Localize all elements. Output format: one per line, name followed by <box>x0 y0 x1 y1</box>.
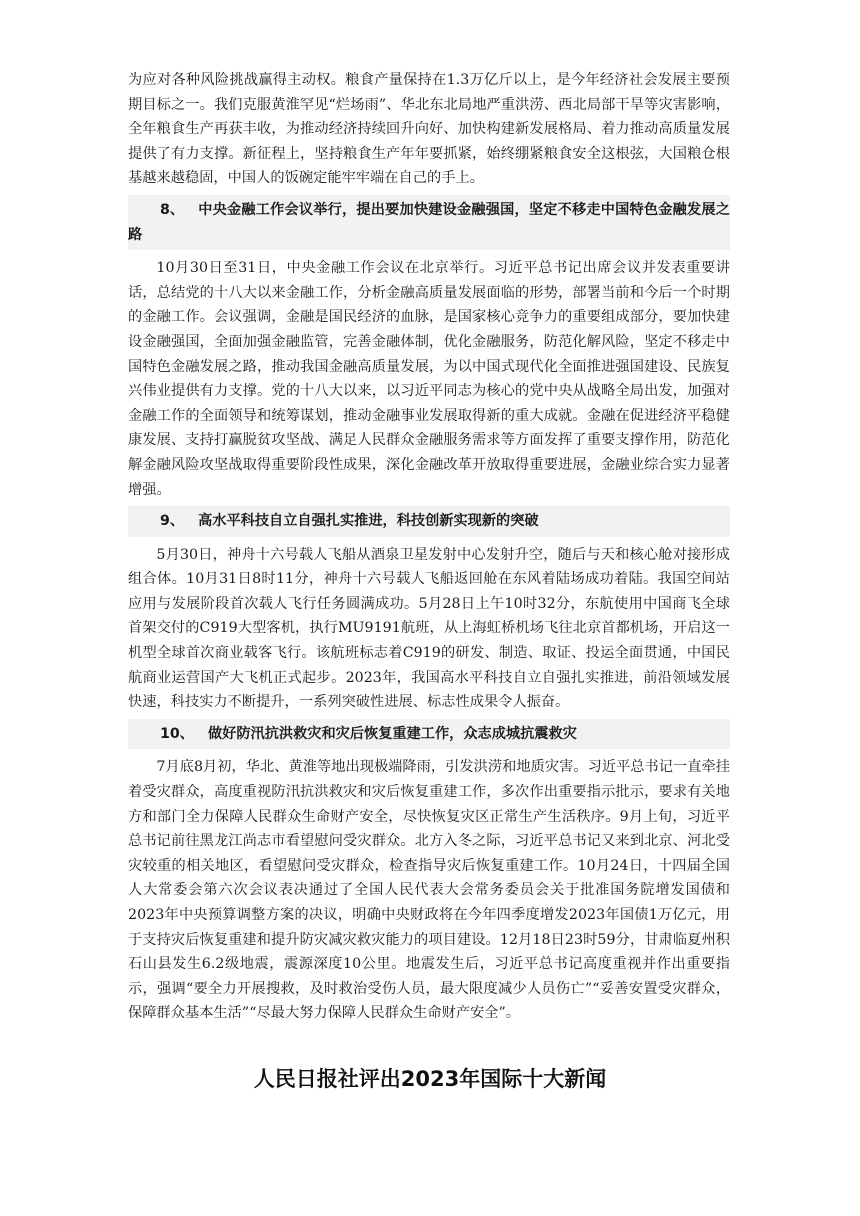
news-body-10: 7月底8月初，华北、黄淮等地出现极端降雨，引发洪涝和地质灾害。习近平总书记一直牵挂着受灾群众，高度重视防汛抗洪救灾和灾后恢复重建工作，多次作出重要指示批示，要求有关地方和部门全力保障人民群众生命财产安全，尽快恢复灾区正常生产生活秩序。9月上旬，习近平总书记前往黑龙江尚志市看望慰问受灾群众。北方入冬之际，习近平总书记又来到北京、河北受灾较重的相关地区，看望慰问受灾群众，检查指导灾后恢复重建工作。10月24日，十四届全国人大常委会第六次会议表决通过了全国人民代表大会常务委员会关于批准国务院增发国债和2023年中央预算调整方案的决议，明确中央财政将在今年四季度增发2023年国债1万亿元，用于支持灾后恢复重建和提升防灾减灾救灾能力的项目建设。12月18日23时59分，甘肃临夏州积石山县发生6.2级地震，震源深度10公里。地震发生后，习近平总书记高度重视并作出重要指示，强调“要全力开展搜救，及时救治受伤人员，最大限度减少人员伤亡”“妥善安置受灾群众，保障群众基本生活”“尽最大努力保障人民群众生命财产安全”。 <box>128 759 730 1022</box>
news-body-9: 5月30日，神舟十六号载人飞船从酒泉卫星发射中心发射升空，随后与天和核心舱对接形成组合体。10月31日8时11分，神舟十六号载人飞船返回舱在东风着陆场成功着陆。我国空间站应用与发展阶段首次载人飞行任务圆满成功。5月28日上午10时32分，东航使用中国商飞全球首架交付的C919大型客机，执行MU9191航班，从上海虹桥机场飞往北京首都机场，开启这一机型全球首次商业载客飞行。该航班标志着C919的研发、制造、取证、投运全面贯通，中国民航商业运营国产大飞机正式起步。2023年，我国高水平科技自立自强扎实推进，前沿领域发展快速，科技实力不断提升，一系列突破性进展、标志性成果令人振奋。 <box>128 546 730 711</box>
news-heading-10 <box>128 719 730 750</box>
news-number: 9、 <box>160 513 185 530</box>
news-title: 高水平科技自立自强扎实推进，科技创新实现新的突破 <box>198 513 539 530</box>
news-title: 中央金融工作会议举行，提出要加快建设金融强国，坚定不移走中国特色金融发展之路 <box>128 201 730 243</box>
news-number: 8、 <box>160 201 185 218</box>
section-title: 人民日报社评出2023年国际十大新闻 <box>253 1067 607 1091</box>
document-page <box>128 68 730 1026</box>
news-number: 10、 <box>160 725 194 742</box>
news-heading-8 <box>128 195 730 250</box>
news-heading-9 <box>128 506 730 537</box>
news-body-8: 10月30日至31日，中央金融工作会议在北京举行。习近平总书记出席会议并发表重要讲话，总结党的十八大以来金融工作，分析金融高质量发展面临的形势，部署当前和今后一个时期的金融工作。会议强调，金融是国民经济的血脉，是国家核心竞争力的重要组成部分，要加快建设金融强国，全面加强金融监管，完善金融体制，优化金融服务，防范化解风险，坚定不移走中国特色金融发展之路，推动我国金融高质量发展，为以中国式现代化全面推进强国建设、民族复兴伟业提供有力支撑。党的十八大以来，以习近平同志为核心的党中央从战略全局出发，加强对金融工作的全面领导和统筹谋划，推动金融事业发展取得新的重大成就。金融在促进经济平稳健康发展、支持打赢脱贫攻坚战、满足人民群众金融服务需求等方面发挥了重要支撑作用，防范化解金融风险攻坚战取得重要阶段性成果，深化金融改革开放取得重要进展，金融业综合实力显著增强。 <box>128 260 730 498</box>
intro-paragraph: 为应对各种风险挑战赢得主动权。粮食产量保持在1.3万亿斤以上，是今年经济社会发展主要预期目标之一。我们克服黄淮罕见“烂场雨”、华北东北局地严重洪涝、西北局部干旱等灾害影响，全年粮食生产再获丰收，为推动经济持续回升向好、加快构建新发展格局、着力推动高质量发展提供了有力支撑。新征程上，坚持粮食生产年年要抓紧，始终绷紧粮食安全这根弦，大国粮仓根基越来越稳固，中国人的饭碗定能牢牢端在自己的手上。 <box>128 72 730 187</box>
news-title: 做好防汛抗洪救灾和灾后恢复重建工作，众志成城抗震救灾 <box>207 725 577 742</box>
